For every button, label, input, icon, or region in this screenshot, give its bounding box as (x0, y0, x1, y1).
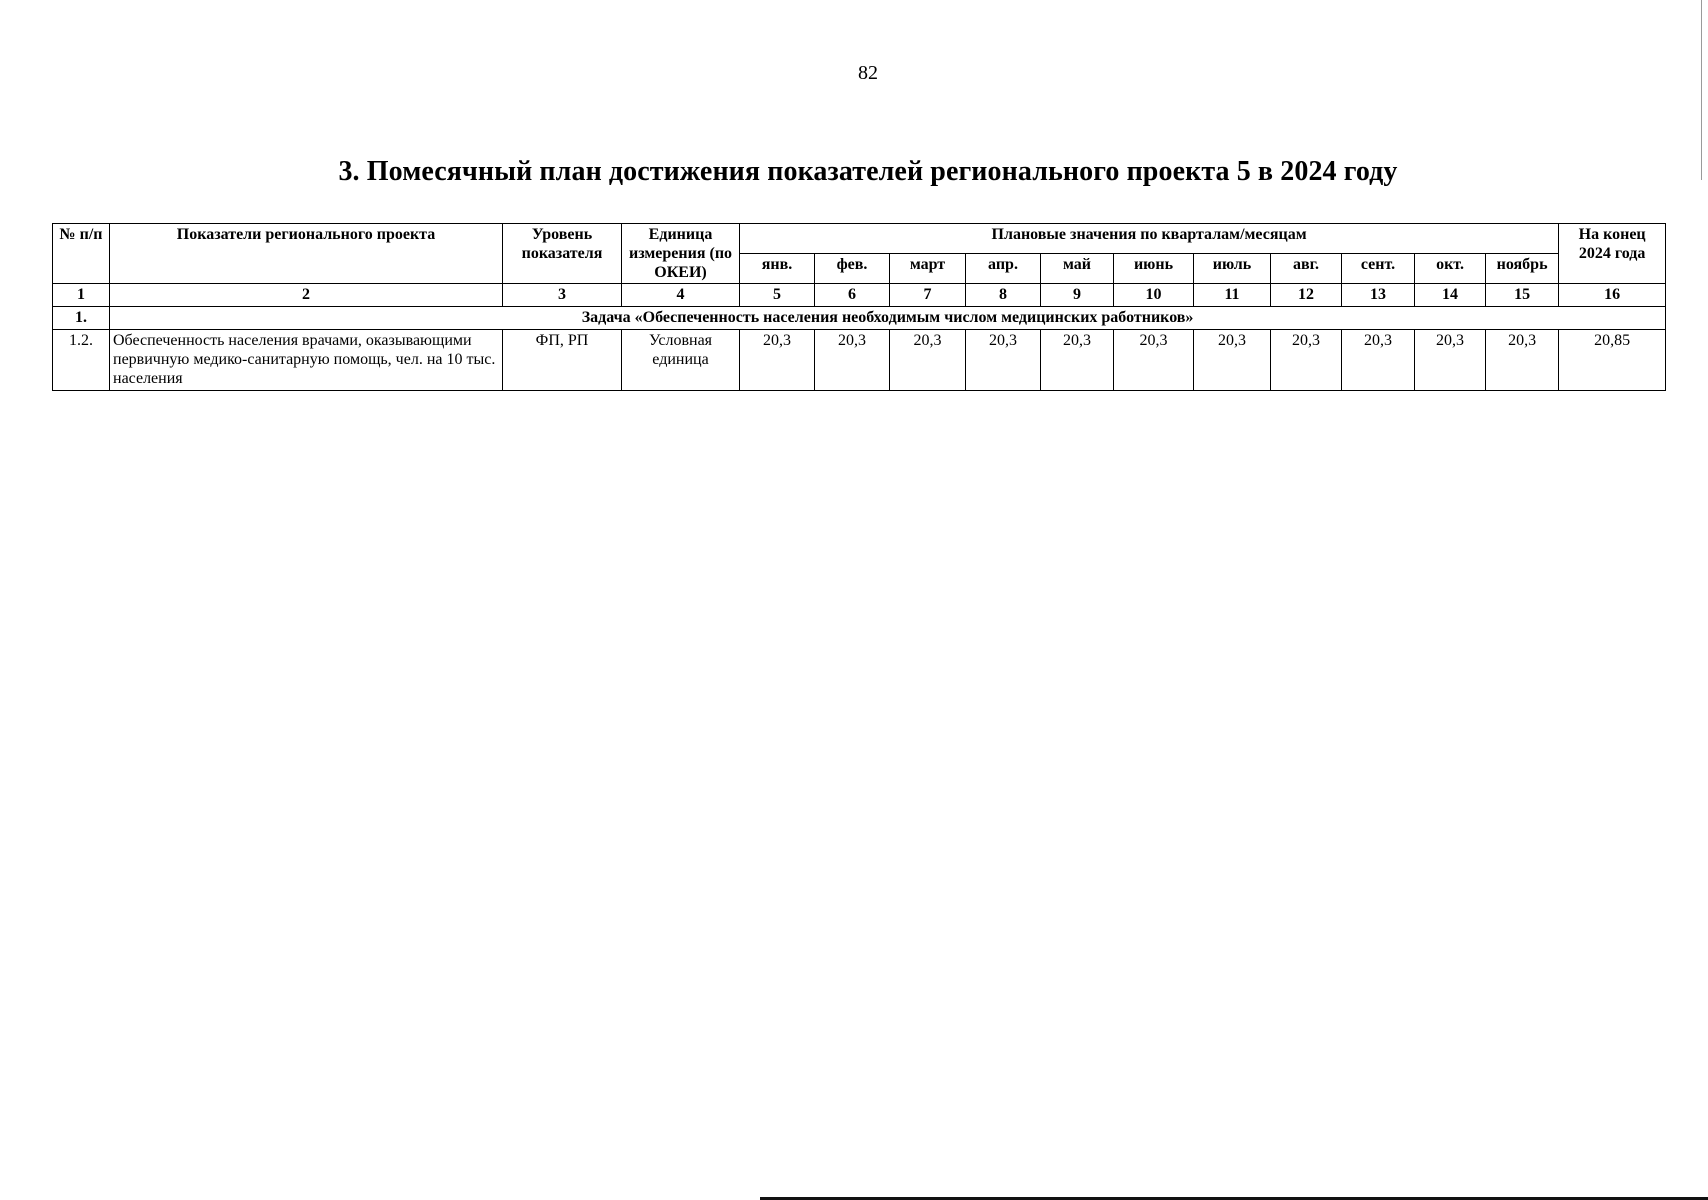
header-end-of-year: На конец 2024 года (1559, 224, 1666, 284)
document-title: 3. Помесячный план достижения показателей регионального проекта 5 в 2024 году (338, 156, 1398, 187)
column-number: 14 (1415, 284, 1486, 307)
header-level: Уровень показателя (503, 224, 622, 284)
column-number: 12 (1271, 284, 1342, 307)
column-number: 9 (1041, 284, 1114, 307)
header-month: июль (1194, 254, 1271, 284)
monthly-value: 20,3 (1194, 330, 1271, 391)
header-month: апр. (966, 254, 1041, 284)
header-month: сент. (1342, 254, 1415, 284)
column-number: 5 (740, 284, 815, 307)
column-number: 15 (1486, 284, 1559, 307)
monthly-value: 20,3 (1271, 330, 1342, 391)
column-number-row (53, 284, 1666, 307)
monthly-value: 20,3 (815, 330, 890, 391)
header-month: окт. (1415, 254, 1486, 284)
monthly-value: 20,3 (1342, 330, 1415, 391)
page-number: 82 (858, 62, 878, 84)
monthly-value: 20,3 (1415, 330, 1486, 391)
column-number: 1 (53, 284, 110, 307)
scan-edge-line (1701, 0, 1702, 180)
monthly-value: 20,3 (1114, 330, 1194, 391)
monthly-value: 20,3 (740, 330, 815, 391)
header-month: март (890, 254, 966, 284)
header-unit: Единица измерения (по ОКЕИ) (622, 224, 740, 284)
header-month: июнь (1114, 254, 1194, 284)
end-of-year-value: 20,85 (1559, 330, 1666, 391)
header-month: ноябрь (1486, 254, 1559, 284)
indicator-name: Обеспеченность населения врачами, оказывающими первичную медико-санитарную помощь, чел. на 10 тыс. населения (110, 330, 503, 391)
header-row-1 (53, 224, 1666, 254)
column-number: 8 (966, 284, 1041, 307)
header-indicator: Показатели регионального проекта (110, 224, 503, 284)
header-planned-values: Плановые значения по кварталам/месяцам (740, 224, 1559, 254)
column-number: 6 (815, 284, 890, 307)
monthly-value: 20,3 (966, 330, 1041, 391)
column-number: 16 (1559, 284, 1666, 307)
monthly-value: 20,3 (890, 330, 966, 391)
header-month: фев. (815, 254, 890, 284)
header-month: май (1041, 254, 1114, 284)
task-number: 1. (53, 307, 110, 330)
header-month: янв. (740, 254, 815, 284)
unit-of-measure: Условная единица (622, 330, 740, 391)
task-label: Задача «Обеспеченность населения необходимым числом медицинских работников» (110, 307, 1666, 330)
column-number: 11 (1194, 284, 1271, 307)
task-row (53, 307, 1666, 330)
header-num: № п/п (53, 224, 110, 284)
column-number: 7 (890, 284, 966, 307)
row-number: 1.2. (53, 330, 110, 391)
column-number: 10 (1114, 284, 1194, 307)
monthly-plan-table (52, 223, 1666, 391)
column-number: 13 (1342, 284, 1415, 307)
indicator-level: ФП, РП (503, 330, 622, 391)
monthly-value: 20,3 (1041, 330, 1114, 391)
column-number: 4 (622, 284, 740, 307)
column-number: 2 (110, 284, 503, 307)
header-month: авг. (1271, 254, 1342, 284)
column-number: 3 (503, 284, 622, 307)
table-row (53, 330, 1666, 391)
monthly-value: 20,3 (1486, 330, 1559, 391)
